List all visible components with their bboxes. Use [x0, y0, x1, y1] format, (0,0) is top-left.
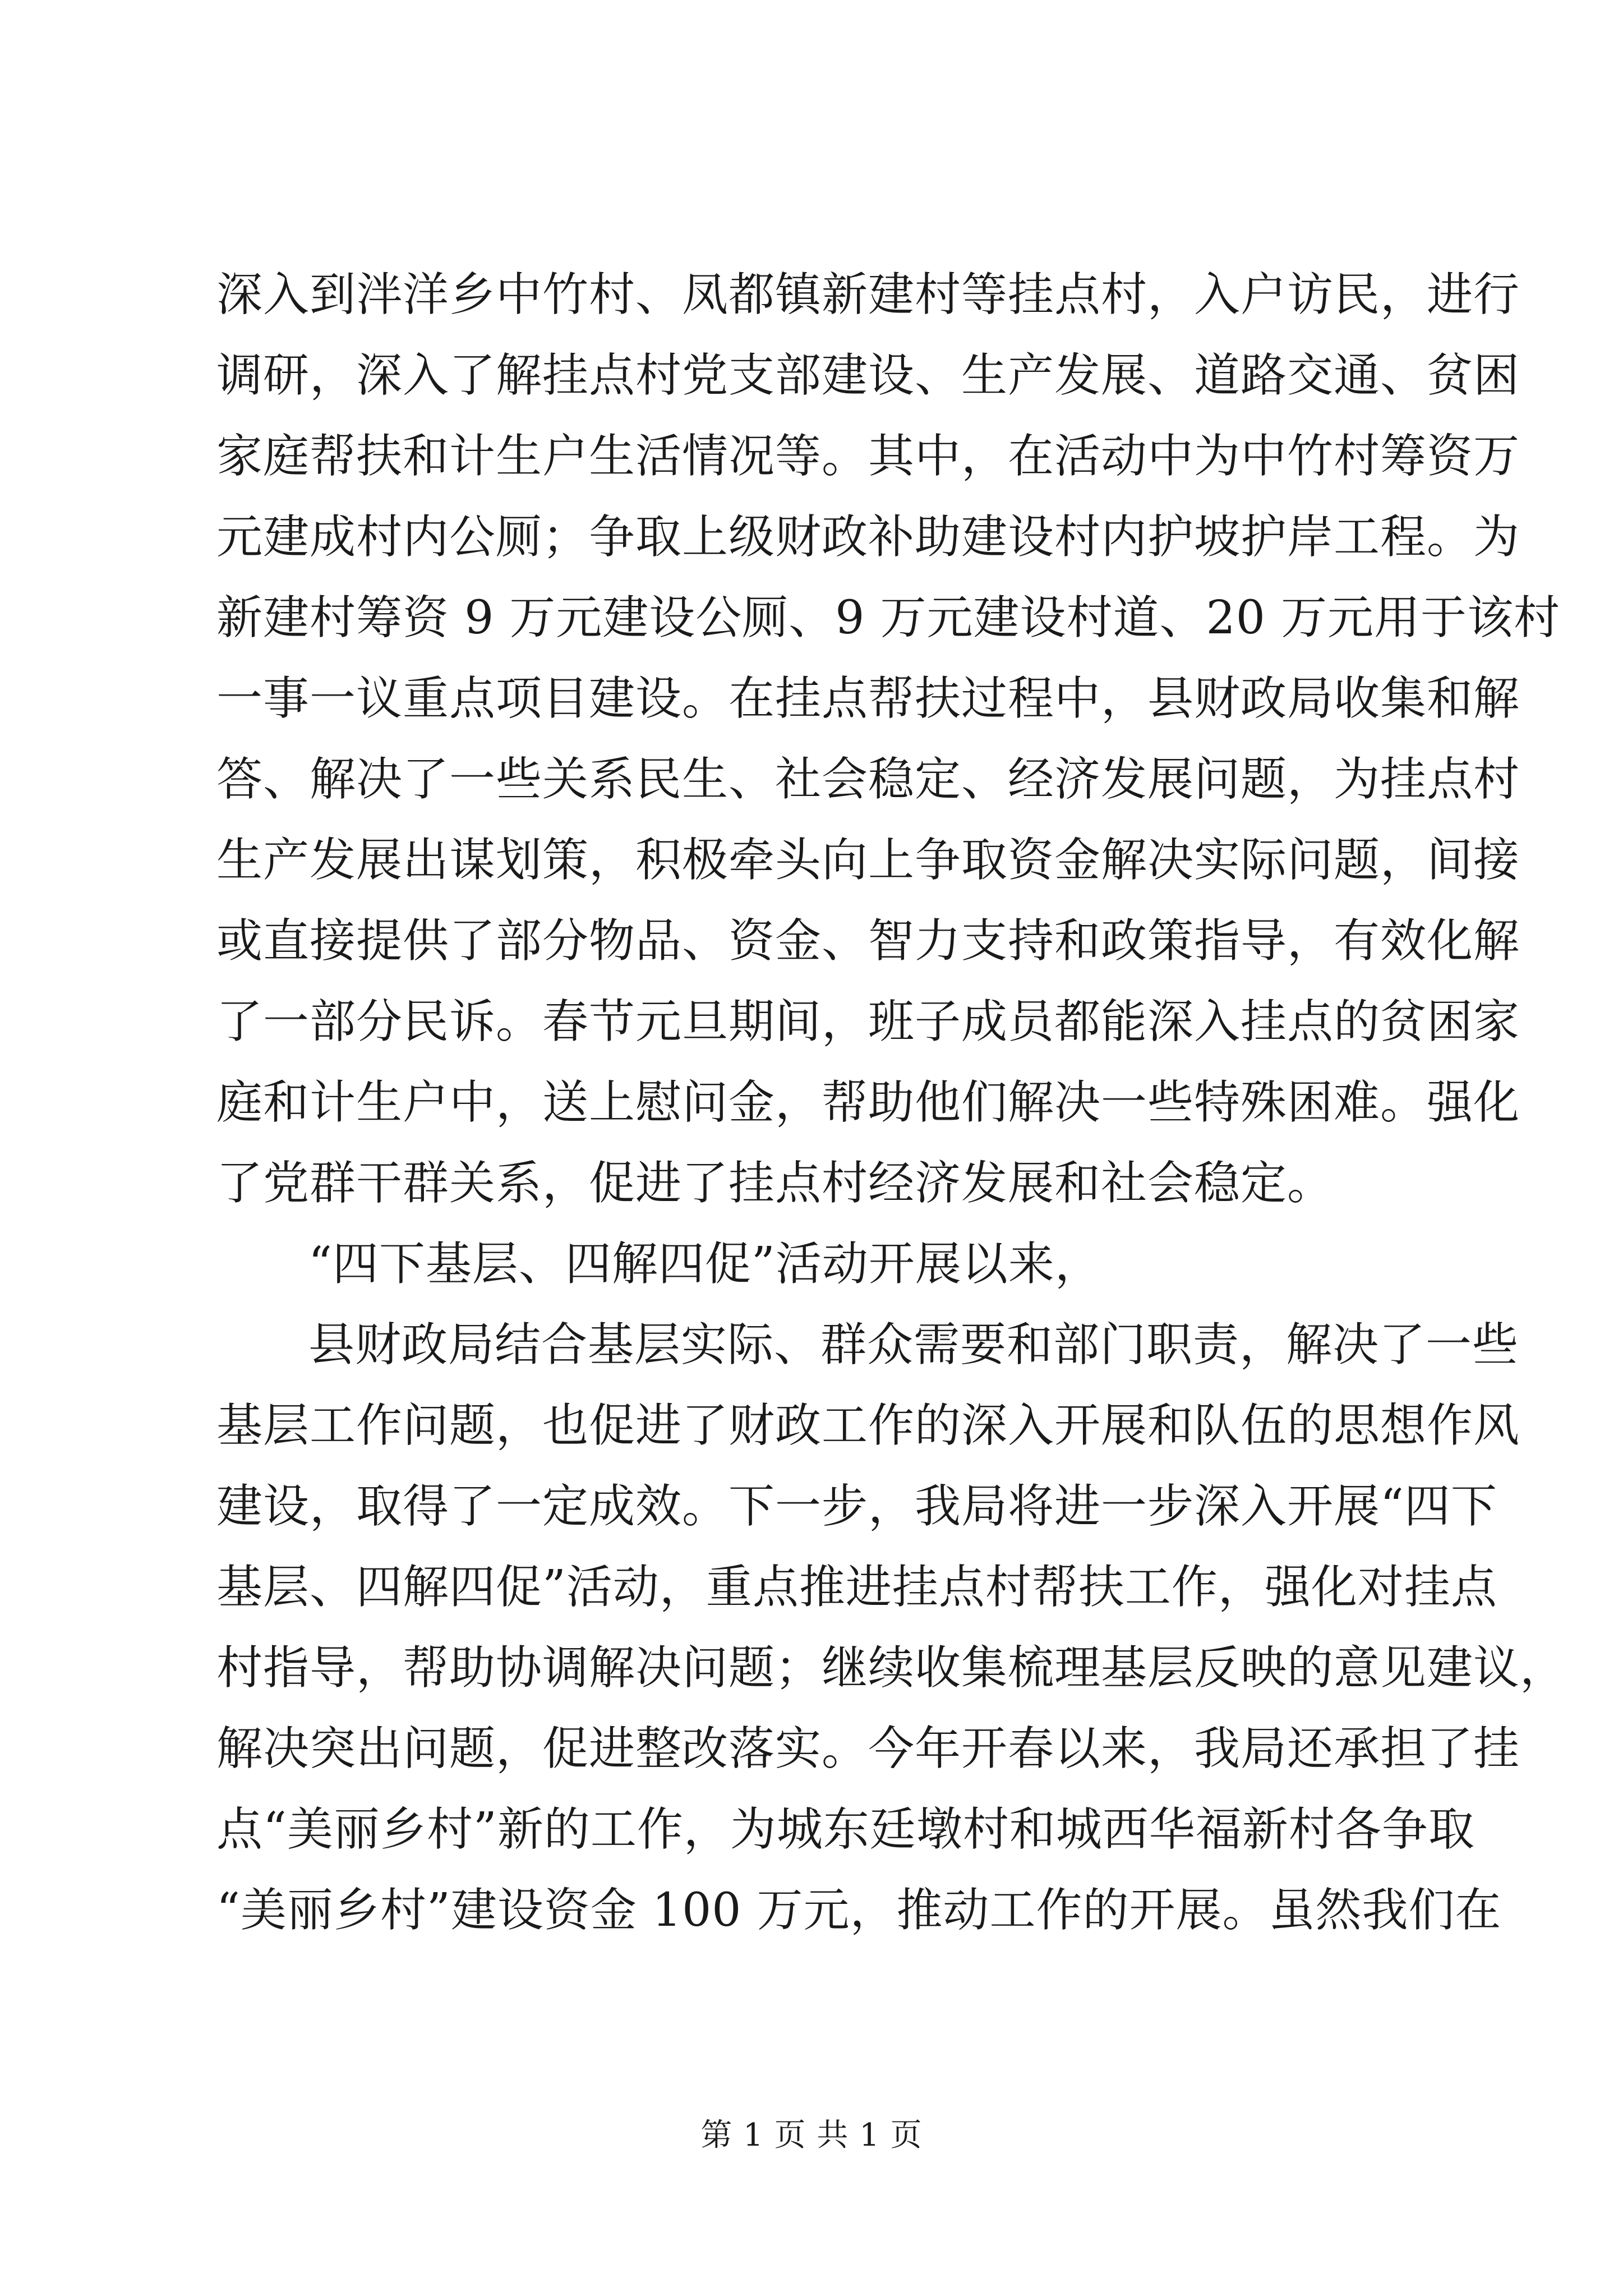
text-line: 新建村筹资 9 万元建设公厕、9 万元建设村道、20 万元用于该村	[216, 591, 1560, 645]
page-number-footer: 第 1 页 共 1 页	[700, 2117, 923, 2154]
text-line: 调研，深入了解挂点村党支部建设、生产发展、道路交通、贫困	[216, 349, 1520, 402]
text-line: “美丽乡村”建设资金 100 万元，推动工作的开展。虽然我们在	[216, 1884, 1502, 1937]
text-line: 建设，取得了一定成效。下一步，我局将进一步深入开展“四下	[216, 1480, 1497, 1533]
text-line: 基层、四解四促”活动，重点推进挂点村帮扶工作，强化对挂点	[216, 1561, 1497, 1614]
text-line: 了一部分民诉。春节元旦期间，班子成员都能深入挂点的贫困家	[216, 995, 1520, 1048]
text-line: 基层工作问题，也促进了财政工作的深入开展和队伍的思想作风	[216, 1399, 1520, 1452]
text-line: 或直接提供了部分物品、资金、智力支持和政策指导，有效化解	[216, 914, 1520, 968]
text-line: 答、解决了一些关系民生、社会稳定、经济发展问题，为挂点村	[216, 753, 1520, 806]
text-line: 深入到泮洋乡中竹村、凤都镇新建村等挂点村，入户访民，进行	[216, 268, 1520, 321]
text-line: 元建成村内公厕；争取上级财政补助建设村内护坡护岸工程。为	[216, 510, 1520, 564]
body-text	[216, 255, 1567, 1951]
text-line: 点“美丽乡村”新的工作，为城东廷墩村和城西华福新村各争取	[216, 1803, 1475, 1856]
paragraph-start-line: 县财政局结合基层实际、群众需要和部门职责，解决了一些	[308, 1318, 1519, 1372]
text-line: 庭和计生户中，送上慰问金，帮助他们解决一些特殊困难。强化	[216, 1076, 1520, 1129]
text-line: 村指导，帮助协调解决问题；继续收集梳理基层反映的意见建议，	[216, 1641, 1567, 1695]
text-line: 了党群干群关系，促进了挂点村经济发展和社会稳定。	[216, 1157, 1334, 1210]
text-line: 解决突出问题，促进整改落实。今年开春以来，我局还承担了挂	[216, 1722, 1520, 1775]
text-line: 生产发展出谋划策，积极牵头向上争取资金解决实际问题，间接	[216, 834, 1520, 887]
paragraph-start-line: “四下基层、四解四促”活动开展以来，	[308, 1237, 1101, 1291]
text-line: 一事一议重点项目建设。在挂点帮扶过程中，县财政局收集和解	[216, 672, 1520, 725]
text-line: 家庭帮扶和计生户生活情况等。其中，在活动中为中竹村筹资万	[216, 430, 1520, 483]
